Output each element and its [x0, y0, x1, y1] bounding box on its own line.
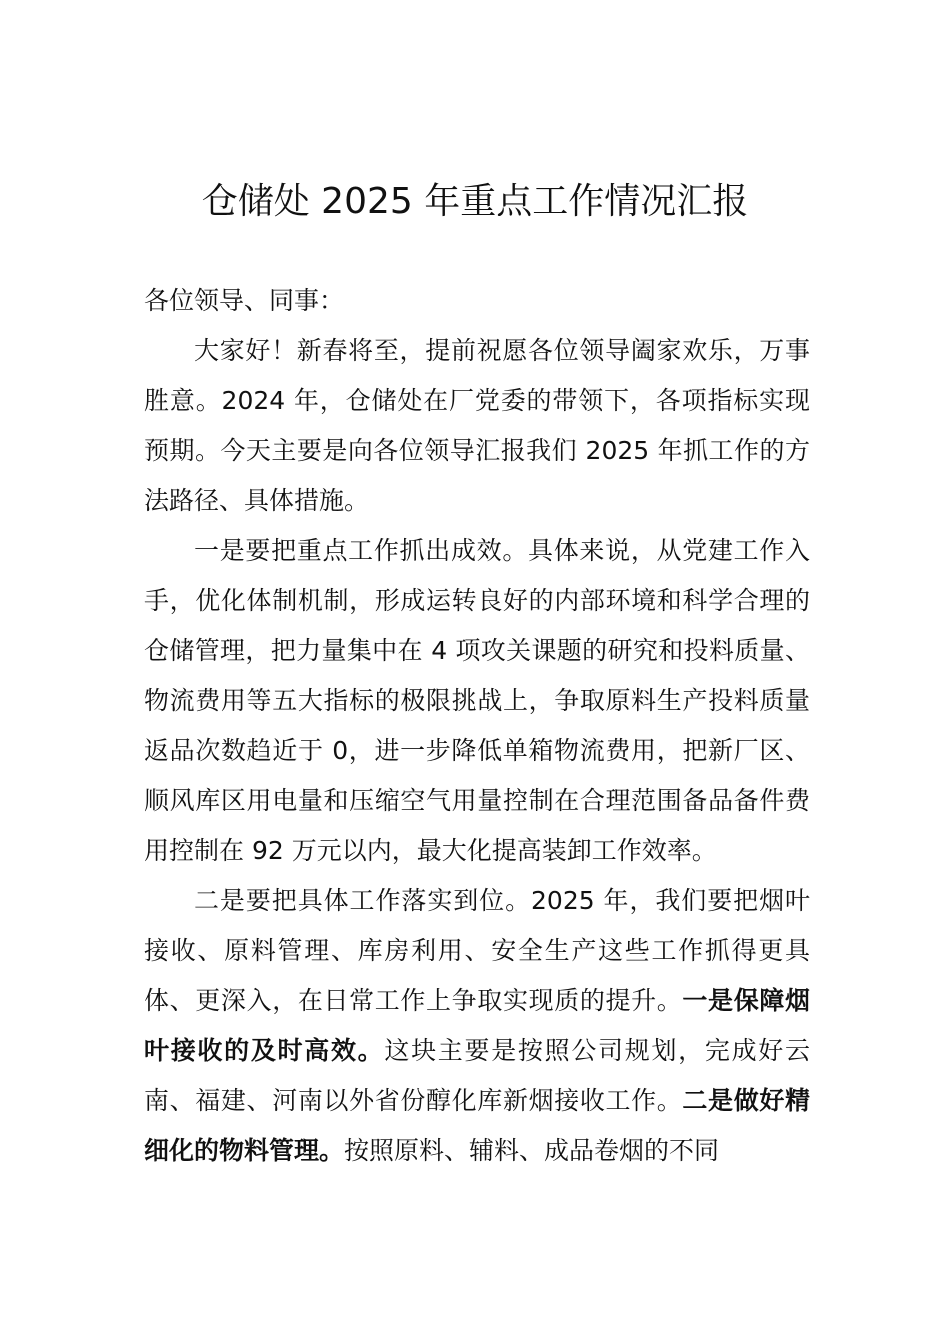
paragraph-text: 一是要把重点工作抓出成效。具体来说，从党建工作入手，优化体制机制，形成运转良好的内部环境和科学合理的仓储管理，把力量集中在 4 项攻关课题的研究和投料质量、物流费用等五大指标的极限挑战上，争取原料生产投料质量返品次数趋近于 0，进一步降低单箱物流费用，把新厂区、顺风库区用电量和压缩空气用量控制在合理范围备品备件费用控制在 92 万元以内，最大化提高装卸工作效率。 [144, 536, 810, 865]
document-title: 仓储处 2025 年重点工作情况汇报 [201, 181, 749, 222]
paragraph-text: 按照原料、辅料、成品卷烟的不同 [344, 1136, 720, 1165]
paragraph-key-work [144, 526, 810, 876]
bold-heading-one: 一是保障烟叶接收的及时高效。 [144, 986, 810, 1065]
paragraph-specific-work [144, 876, 810, 1176]
paragraph-text: 二是要把具体工作落实到位。2025 年，我们要把烟叶接收、原料管理、库房利用、安全生产这些工作抓得更具体、更深入，在日常工作上争取实现质的提升。 [144, 886, 810, 1015]
paragraph-text: 这块主要是按照公司规划，完成好云南、福建、河南以外省份醇化库新烟接收工作。 [144, 1036, 810, 1115]
salutation: 各位领导、同事： [144, 286, 345, 315]
paragraph-text: 大家好！新春将至，提前祝愿各位领导阖家欢乐，万事胜意。2024 年，仓储处在厂党委的带领下，各项指标实现预期。今天主要是向各位领导汇报我们 2025 年抓工作的方法路径、具体措施。 [144, 336, 810, 515]
bold-heading-two: 二是做好精细化的物料管理。 [144, 1086, 810, 1165]
document-body [144, 276, 810, 1176]
paragraph-greeting [144, 326, 810, 526]
